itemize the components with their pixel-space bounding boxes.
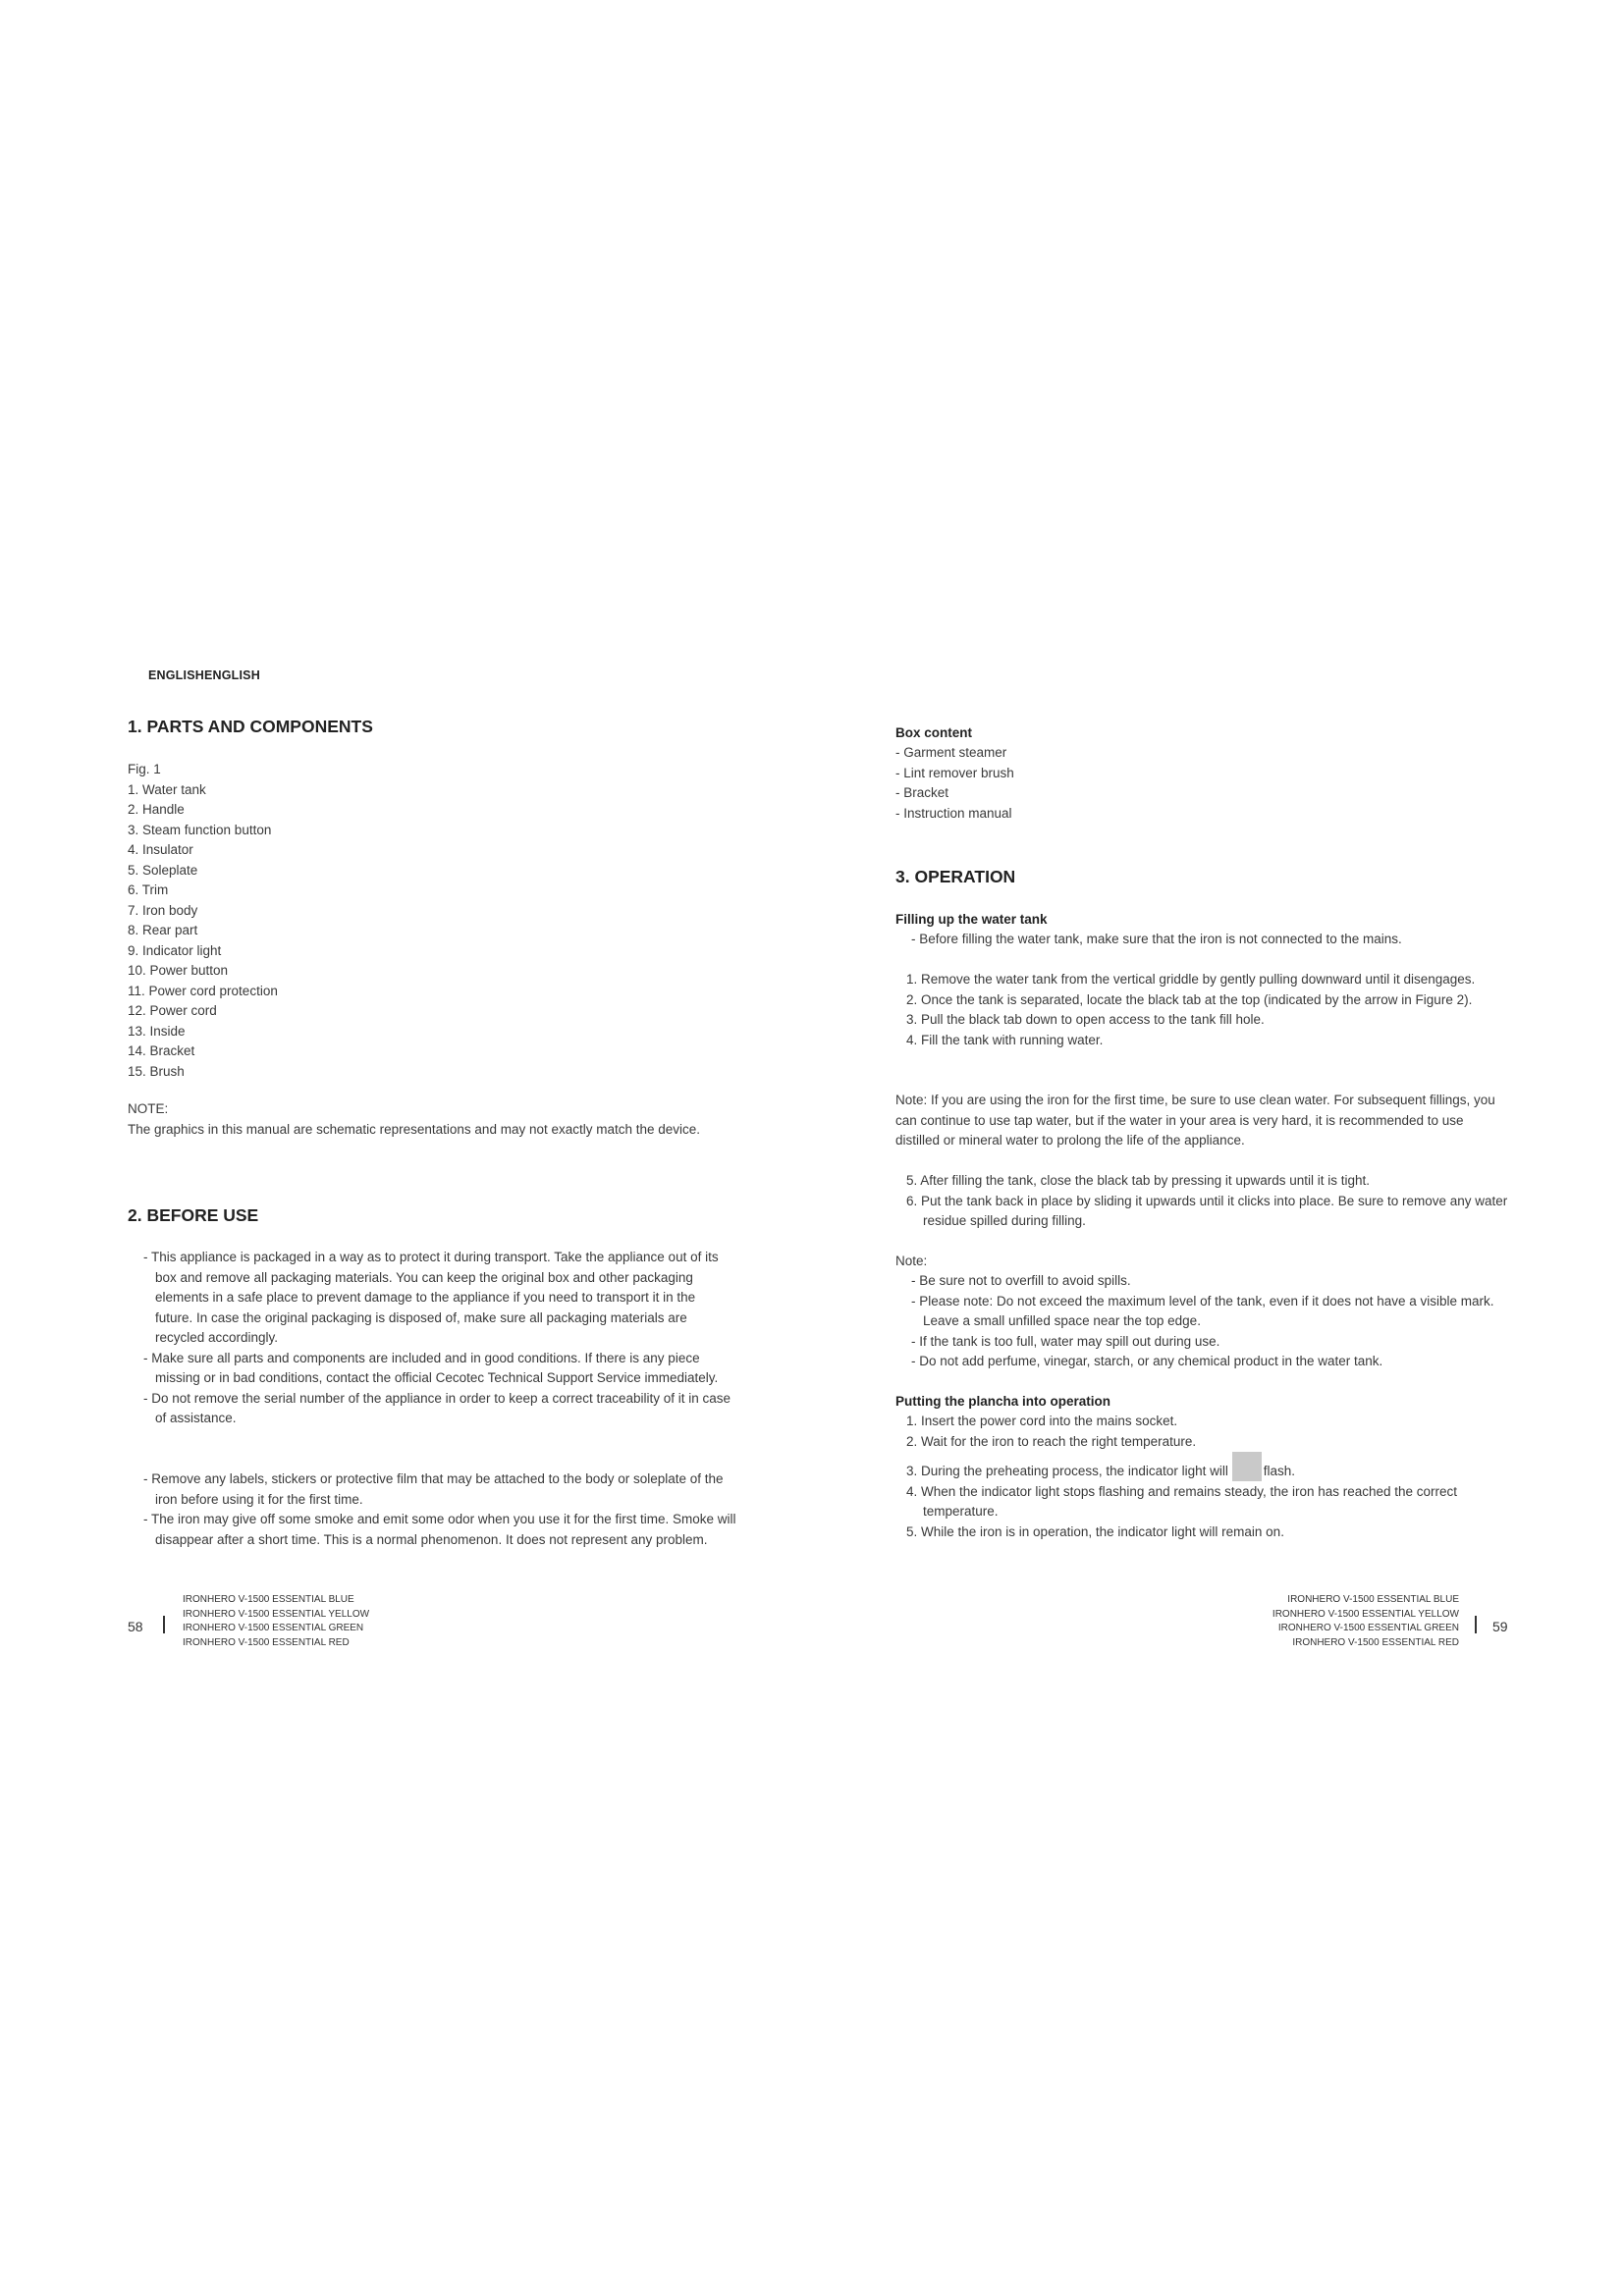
section-operation-title: 3. OPERATION	[895, 867, 1016, 886]
filling-note: Note: If you are using the iron for the first time, be sure to use clean water. For subsequent fillings, you can continue to use tap water, but if the water in your area is very hard, it is recommended to use distilled or mineral water to prolong the life of the appliance.	[895, 1093, 1495, 1148]
before-use-item: - The iron may give off some smoke and emit some odor when you use it for the first time. Smoke will disappear after a short time. This is a normal phenomenon. It does not represent any problem.	[143, 1512, 736, 1547]
operation-step: 4. When the indicator light stops flashing and remains steady, the iron has reached the correct temperature.	[906, 1483, 1458, 1519]
box-content-item: - Garment steamer	[895, 745, 1007, 760]
parts-list-item: 4. Insulator	[128, 842, 193, 857]
box-content-item: - Bracket	[895, 785, 949, 800]
parts-list	[128, 780, 736, 1083]
parts-list-item: 9. Indicator light	[128, 942, 222, 958]
parts-list-item: 5. Soleplate	[128, 862, 198, 878]
fig-label: Fig. 1	[128, 762, 161, 776]
note2-list	[895, 1271, 1509, 1372]
box-content-list	[895, 743, 1509, 824]
before-use-item: - Do not remove the serial number of the appliance in order to keep a correct traceability of it in case of assistance.	[143, 1390, 731, 1425]
footer-divider-right	[1475, 1616, 1477, 1633]
filling-step: 4. Fill the tank with running water.	[906, 1032, 1104, 1047]
parts-list-block	[128, 760, 736, 1082]
parts-list-item: 6. Trim	[128, 882, 169, 897]
flash-word: flash.	[1263, 1464, 1295, 1478]
footer-model-name: IRONHERO V-1500 ESSENTIAL YELLOW	[183, 1608, 370, 1620]
operation-title: Putting the plancha into operation	[895, 1394, 1110, 1409]
filling-step: 1. Remove the water tank from the vertical griddle by gently pulling downward until it disengages.	[906, 972, 1476, 987]
filling-step: 3. Pull the black tab down to open access to the tank fill hole.	[906, 1012, 1265, 1027]
footer-divider-left	[163, 1616, 165, 1633]
before-use-list-b	[128, 1469, 736, 1550]
operation-step: 1. Insert the power cord into the mains socket.	[906, 1414, 1178, 1428]
filling-steps-b	[895, 1171, 1509, 1232]
box-content-title: Box content	[895, 725, 973, 740]
footer-model-name: IRONHERO V-1500 ESSENTIAL BLUE	[183, 1594, 354, 1605]
filling-step: 6. Put the tank back in place by sliding it upwards until it clicks into place. Be sure to remove any water residue spilled during filling.	[906, 1193, 1508, 1228]
before-use-item: - This appliance is packaged in a way as to protect it during transport. Take the appliance out of its box and remove all packaging materials. You can keep the original box and other packaging elements in a safe place to prevent damage to the appliance if you need to transport it in the future. In case the original packaging is disposed of, make sure all packaging materials are recycled accordingly.	[143, 1250, 719, 1345]
parts-list-item: 10. Power button	[128, 963, 229, 978]
footer-model-name: IRONHERO V-1500 ESSENTIAL GREEN	[183, 1623, 364, 1633]
parts-list-item: 1. Water tank	[128, 781, 206, 797]
parts-list-item: 13. Inside	[128, 1023, 186, 1039]
filling-step: 5. After filling the tank, close the black tab by pressing it upwards until it is tight.	[906, 1173, 1370, 1188]
parts-list-item: 3. Steam function button	[128, 822, 272, 837]
filling-steps-a	[895, 970, 1509, 1050]
filling-title: Filling up the water tank	[895, 912, 1048, 927]
footer-model-name: IRONHERO V-1500 ESSENTIAL YELLOW	[1272, 1608, 1459, 1620]
operation-step: 5. While the iron is in operation, the indicator light will remain on.	[906, 1523, 1284, 1539]
language-header: ENGLISHENGLISH	[148, 668, 260, 682]
note-block	[128, 1099, 736, 1140]
parts-list-item: 15. Brush	[128, 1063, 185, 1079]
note2-label: Note:	[895, 1254, 928, 1268]
parts-list-item: 12. Power cord	[128, 1003, 217, 1018]
box-content-item: - Instruction manual	[895, 805, 1012, 821]
page-number-left: 58	[128, 1619, 143, 1634]
operation-steps	[895, 1412, 1509, 1542]
note-label: NOTE:	[128, 1101, 169, 1116]
note-text: The graphics in this manual are schematic representations and may not exactly match the device.	[128, 1121, 701, 1137]
parts-list-item: 11. Power cord protection	[128, 983, 278, 998]
footer-models-left	[183, 1593, 369, 1650]
footer-model-name: IRONHERO V-1500 ESSENTIAL GREEN	[1277, 1623, 1459, 1633]
filling-step: 2. Once the tank is separated, locate the black tab at the top (indicated by the arrow in Figure 2).	[906, 991, 1473, 1007]
section-before-use-title: 2. BEFORE USE	[128, 1205, 259, 1225]
section-parts-title: 1. PARTS AND COMPONENTS	[128, 717, 373, 736]
footer-model-name: IRONHERO V-1500 ESSENTIAL RED	[1292, 1636, 1459, 1648]
note2-item: - If the tank is too full, water may spill out during use.	[911, 1333, 1220, 1349]
filling-intro: - Before filling the water tank, make sure that the iron is not connected to the mains.	[911, 932, 1402, 946]
operation-step: 3. During the preheating process, the indicator light will flash.	[895, 1452, 1509, 1482]
note2-item: - Do not add perfume, vinegar, starch, or any chemical product in the water tank.	[911, 1354, 1383, 1368]
note2-item: - Please note: Do not exceed the maximum level of the tank, even if it does not have a visible mark. Leave a small unfilled space near the top edge.	[911, 1293, 1494, 1328]
indicator-light-icon	[1232, 1452, 1262, 1481]
footer-model-name: IRONHERO V-1500 ESSENTIAL RED	[183, 1636, 350, 1648]
before-use-item: - Make sure all parts and components are included and in good conditions. If there is any piece missing or in bad conditions, contact the official Cecotec Technical Support Service immediately.	[143, 1350, 719, 1385]
before-use-item: - Remove any labels, stickers or protective film that may be attached to the body or soleplate of the iron before using it for the first time.	[143, 1471, 724, 1507]
footer-models-right	[1218, 1593, 1459, 1650]
box-content-item: - Lint remover brush	[895, 765, 1014, 780]
page-number-right: 59	[1492, 1619, 1508, 1634]
parts-list-item: 8. Rear part	[128, 923, 198, 937]
parts-list-item: 14. Bracket	[128, 1043, 195, 1058]
operation-step: 2. Wait for the iron to reach the right temperature.	[906, 1433, 1197, 1449]
before-use-list-a	[128, 1248, 736, 1429]
parts-list-item: 7. Iron body	[128, 902, 198, 918]
parts-list-item: 2. Handle	[128, 802, 185, 817]
footer-model-name: IRONHERO V-1500 ESSENTIAL BLUE	[1287, 1594, 1459, 1605]
note2-item: - Be sure not to overfill to avoid spills.	[911, 1273, 1131, 1288]
